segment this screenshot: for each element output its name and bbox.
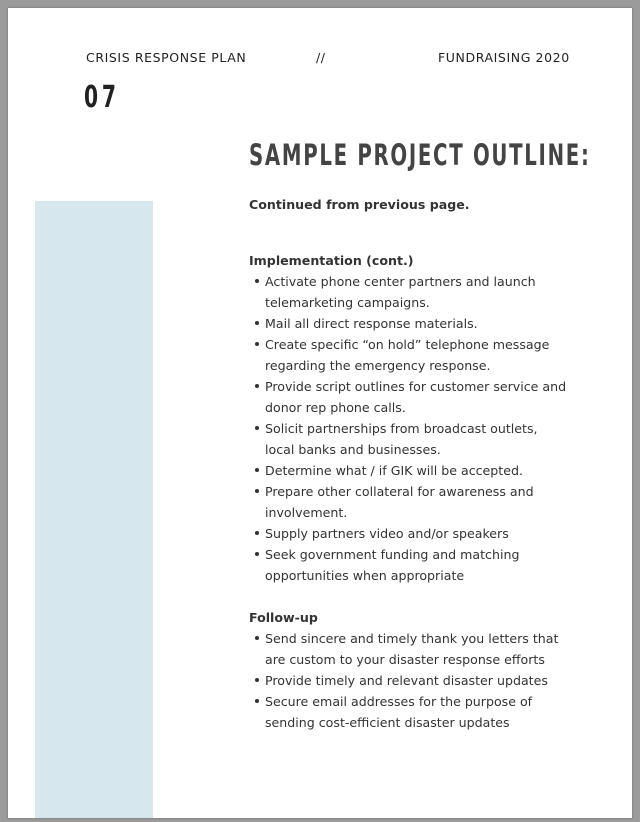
section-heading-implementation: Implementation (cont.)	[249, 253, 414, 268]
list-item: Determine what / if GIK will be accepted.	[265, 460, 569, 481]
list-item: Mail all direct response materials.	[265, 313, 569, 334]
list-item: Prepare other collateral for awareness and involvement.	[265, 481, 569, 523]
list-item: Send sincere and timely thank you letters that are custom to your disaster response efforts	[265, 628, 569, 670]
header-left-label: CRISIS RESPONSE PLAN	[86, 50, 247, 65]
list-item: Provide script outlines for customer service and donor rep phone calls.	[265, 376, 569, 418]
section-heading-follow-up: Follow-up	[249, 610, 318, 625]
list-item: Seek government funding and matching opportunities when appropriate	[265, 544, 569, 586]
document-page	[8, 8, 632, 818]
follow-up-list	[249, 628, 569, 733]
list-item: Solicit partnerships from broadcast outlets, local banks and businesses.	[265, 418, 569, 460]
page-title: SAMPLE PROJECT OUTLINE:	[249, 138, 591, 172]
header-separator: //	[316, 50, 326, 65]
list-item: Provide timely and relevant disaster updates	[265, 670, 569, 691]
header-right-label: FUNDRAISING 2020	[438, 50, 570, 65]
list-item: Supply partners video and/or speakers	[265, 523, 569, 544]
decorative-side-bar	[35, 201, 153, 818]
list-item: Create specific “on hold” telephone message regarding the emergency response.	[265, 334, 569, 376]
list-item: Activate phone center partners and launch telemarketing campaigns.	[265, 271, 569, 313]
intro-text: Continued from previous page.	[249, 197, 470, 212]
implementation-list	[249, 271, 569, 586]
page-number: 07	[84, 80, 120, 115]
content-body	[249, 194, 569, 754]
list-item: Secure email addresses for the purpose of sending cost-efficient disaster updates	[265, 691, 569, 733]
